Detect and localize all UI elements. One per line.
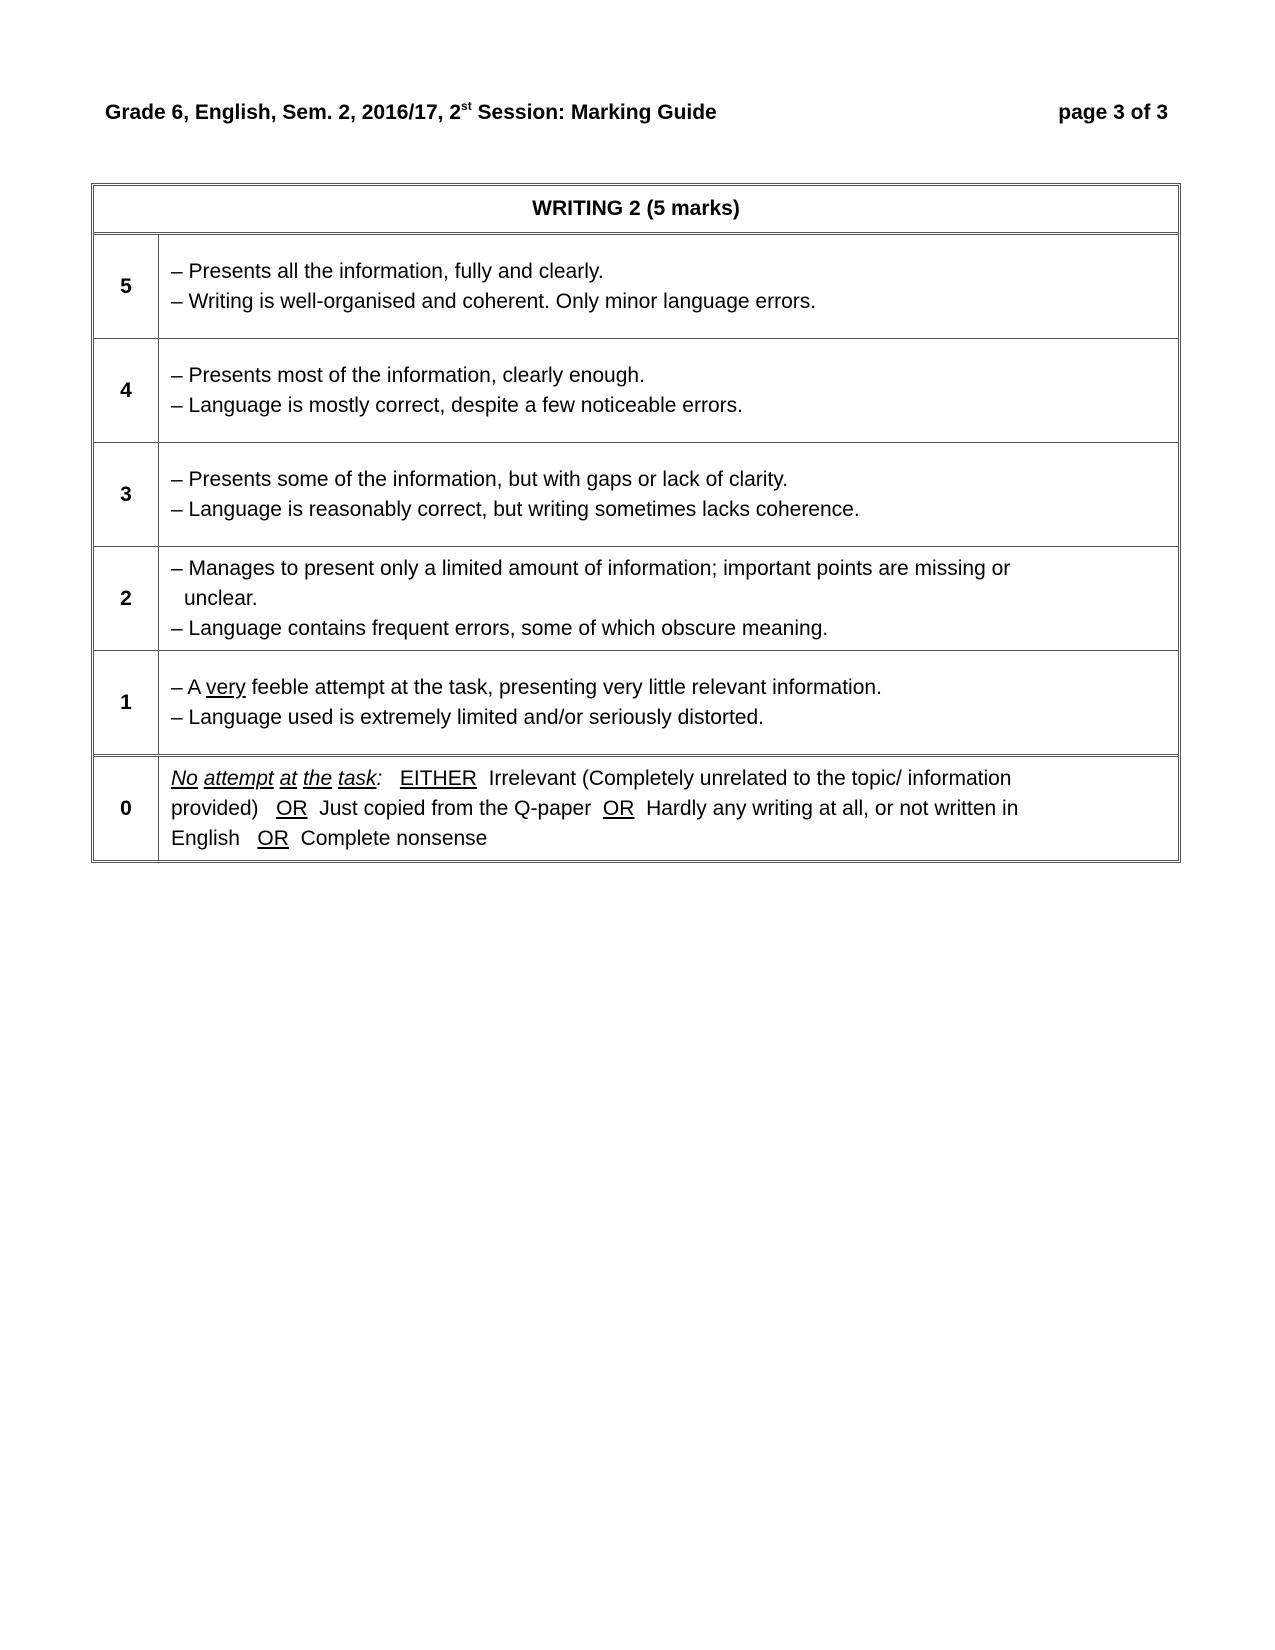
no-attempt-colon: :: [376, 766, 383, 790]
descriptor-line-continued: unclear.: [184, 586, 258, 610]
descriptor-text: Complete nonsense: [300, 826, 488, 850]
score-cell: 2: [94, 547, 159, 651]
descriptor-text: Hardly any writing at all, or not written in: [646, 796, 1019, 820]
score-cell: 0: [94, 756, 159, 861]
title-text: Grade 6, English, Sem. 2, 2016/17, 2: [105, 101, 462, 124]
page-header: [105, 101, 1168, 131]
descriptor-text: English: [171, 826, 240, 850]
descriptor-cell: [159, 651, 1179, 756]
rubric-heading-row: [94, 186, 1178, 234]
descriptor-line: [171, 764, 1166, 794]
descriptor-cell: [159, 756, 1179, 861]
no-attempt-word: the: [302, 766, 333, 790]
no-attempt-label: [171, 767, 382, 790]
descriptor-line: [171, 794, 1166, 824]
rubric-table-frame: [91, 183, 1181, 863]
rubric-row: [94, 443, 1178, 547]
descriptor-line: – Manages to present only a limited amount of information; important points are missing or: [171, 556, 1011, 580]
rubric-table: [94, 186, 1178, 860]
rubric-row: [94, 234, 1178, 339]
descriptor-line: – Presents all the information, fully and clearly.: [171, 259, 604, 283]
descriptor-text: Irrelevant (Completely unrelated to the topic/ information: [488, 766, 1012, 790]
descriptor-cell: [159, 547, 1179, 651]
title-text-end: Session: Marking Guide: [471, 101, 717, 124]
emphasis-text: very: [206, 675, 246, 699]
no-attempt-word: task: [338, 766, 377, 790]
descriptor-line: – Language used is extremely limited and/or seriously distorted.: [171, 705, 764, 729]
descriptor-text: feeble attempt at the task, presenting very little relevant information.: [245, 675, 882, 699]
descriptor-line: – Language contains frequent errors, some of which obscure meaning.: [171, 616, 829, 640]
descriptor-line: – Writing is well-organised and coherent. Only minor language errors.: [171, 289, 817, 313]
descriptor-line: – Presents some of the information, but with gaps or lack of clarity.: [171, 467, 789, 491]
score-cell: 3: [94, 443, 159, 547]
descriptor-text: provided): [171, 796, 259, 820]
or-keyword: OR: [257, 826, 289, 850]
either-keyword: EITHER: [399, 766, 477, 790]
descriptor-line: – Language is reasonably correct, but writing sometimes lacks coherence.: [171, 497, 860, 521]
rubric-row: [94, 547, 1178, 651]
no-attempt-word: attempt: [203, 766, 274, 790]
descriptor-cell: [159, 339, 1179, 443]
descriptor-line: – Presents most of the information, clearly enough.: [171, 363, 645, 387]
descriptor-line: [171, 673, 1166, 703]
no-attempt-word: No: [171, 766, 198, 790]
document-title: [105, 101, 717, 125]
rubric-row: [94, 339, 1178, 443]
or-keyword: OR: [276, 796, 308, 820]
descriptor-cell: [159, 443, 1179, 547]
rubric-row: [94, 651, 1178, 756]
page-number: page 3 of 3: [1058, 101, 1168, 124]
rubric-row: [94, 756, 1178, 861]
descriptor-line: [171, 824, 1166, 854]
score-cell: 4: [94, 339, 159, 443]
descriptor-text: Just copied from the Q-paper: [319, 796, 592, 820]
descriptor-line: – Language is mostly correct, despite a few noticeable errors.: [171, 393, 743, 417]
title-superscript: st: [461, 99, 472, 113]
descriptor-cell: [159, 234, 1179, 339]
rubric-heading: WRITING 2 (5 marks): [94, 186, 1178, 234]
descriptor-text: – A: [171, 675, 207, 699]
or-keyword: OR: [602, 796, 635, 820]
score-cell: 5: [94, 234, 159, 339]
score-cell: 1: [94, 651, 159, 756]
no-attempt-word: at: [279, 766, 298, 790]
